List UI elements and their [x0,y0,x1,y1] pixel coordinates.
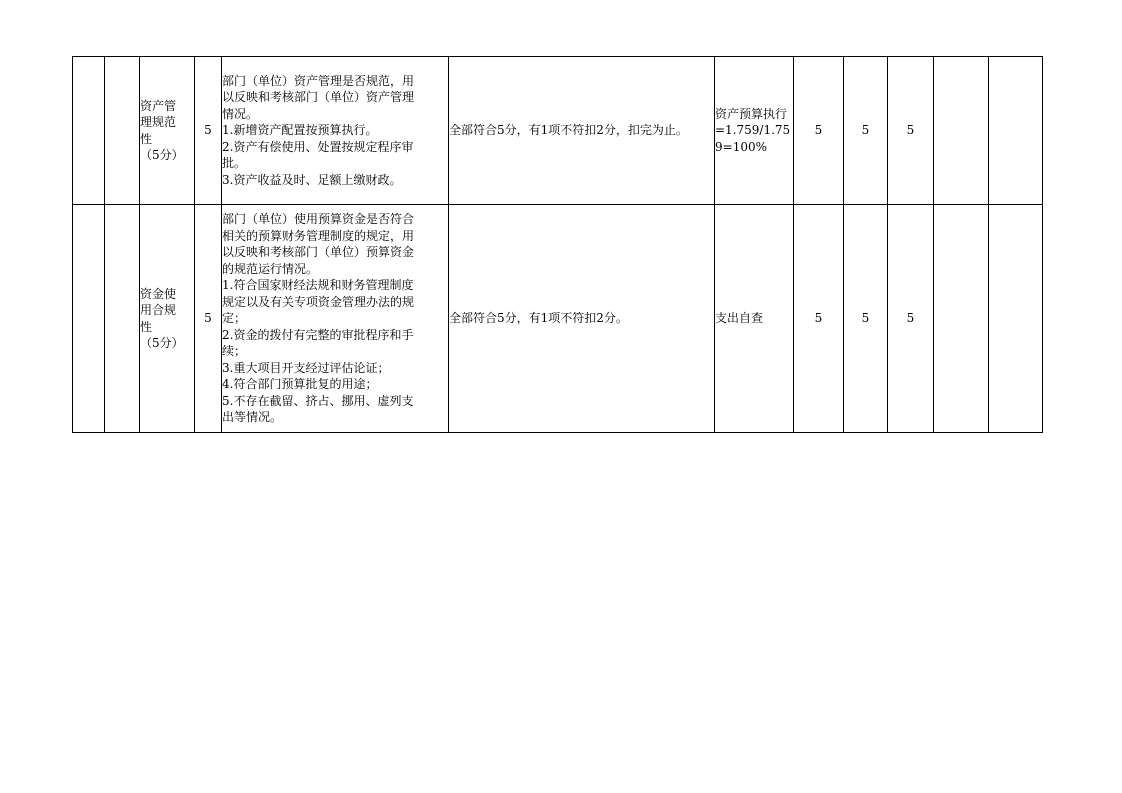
content-line: 以反映和考核部门（单位）资产管理 [222,90,415,105]
content-line: 4.符合部门预算批复的用途； [222,377,378,392]
data-source-cell: 资产预算执行=1.759/1.759=100% [715,57,794,205]
scoring-standard-cell: 全部符合5分，有1项不符扣2分，扣完为止。 [449,57,715,205]
content-line: 3.重大项目开支经过评估论证； [222,360,390,375]
indicator-weight: （5分） [140,148,184,162]
data-source-cell: 支出自查 [715,205,794,433]
score-cell: 5 [195,205,222,433]
empty-cell-d [934,57,989,205]
value-cell-a: 5 [794,57,844,205]
empty-cell-level1 [73,205,105,433]
scoring-standard-cell: 全部符合5分，有1项不符扣2分。 [449,205,715,433]
empty-cell-e [989,205,1043,433]
content-line: 相关的预算财务管理制度的规定，用 [222,228,415,243]
table-row [73,57,1043,205]
content-line: 批。 [222,156,247,171]
value-cell-b: 5 [844,205,888,433]
content-line: 的规范运行情况。 [222,261,319,276]
value-cell-a: 5 [794,205,844,433]
value-cell-c: 5 [888,205,934,433]
empty-cell-d [934,205,989,433]
content-line: 2.资产有偿使用、处置按规定程序审 [222,139,414,154]
content-line: 部门（单位）使用预算资金是否符合 [222,212,415,227]
content-line: 1.符合国家财经法规和财务管理制度 [222,278,414,293]
table-row [73,205,1043,433]
indicator-name-line: 性 [140,319,153,334]
indicator-name-line: 用合规 [140,303,177,317]
content-line: 5.不存在截留、挤占、挪用、虚列支 [222,393,414,408]
indicator-name-line: 资金使 [140,286,177,301]
value-cell-b: 5 [844,57,888,205]
score-cell: 5 [195,57,222,205]
content-line: 1.新增资产配置按预算执行。 [222,123,378,138]
empty-cell-level2 [105,57,140,205]
indicator-content-cell [222,57,449,205]
indicator-name-line: 性 [140,131,153,146]
value-cell-c: 5 [888,57,934,205]
empty-cell-level1 [73,57,105,205]
indicator-name-cell [140,205,195,433]
indicator-weight: （5分） [140,336,184,350]
empty-cell-level2 [105,205,140,433]
content-line: 续； [222,344,247,359]
content-line: 规定以及有关专项资金管理办法的规 [222,294,415,309]
evaluation-table [72,56,1043,433]
empty-cell-e [989,57,1043,205]
content-line: 定； [222,311,247,326]
content-line: 以反映和考核部门（单位）预算资金 [222,245,415,260]
content-line: 部门（单位）资产管理是否规范，用 [222,73,415,88]
indicator-content-cell [222,205,449,433]
indicator-name-line: 理规范 [140,115,177,129]
indicator-name-cell [140,57,195,205]
content-line: 出等情况。 [222,410,283,425]
indicator-name-line: 资产管 [140,98,177,113]
content-line: 2.资金的拨付有完整的审批程序和手 [222,327,414,342]
content-line: 3.资产收益及时、足额上缴财政。 [222,172,402,187]
content-line: 情况。 [222,106,259,121]
